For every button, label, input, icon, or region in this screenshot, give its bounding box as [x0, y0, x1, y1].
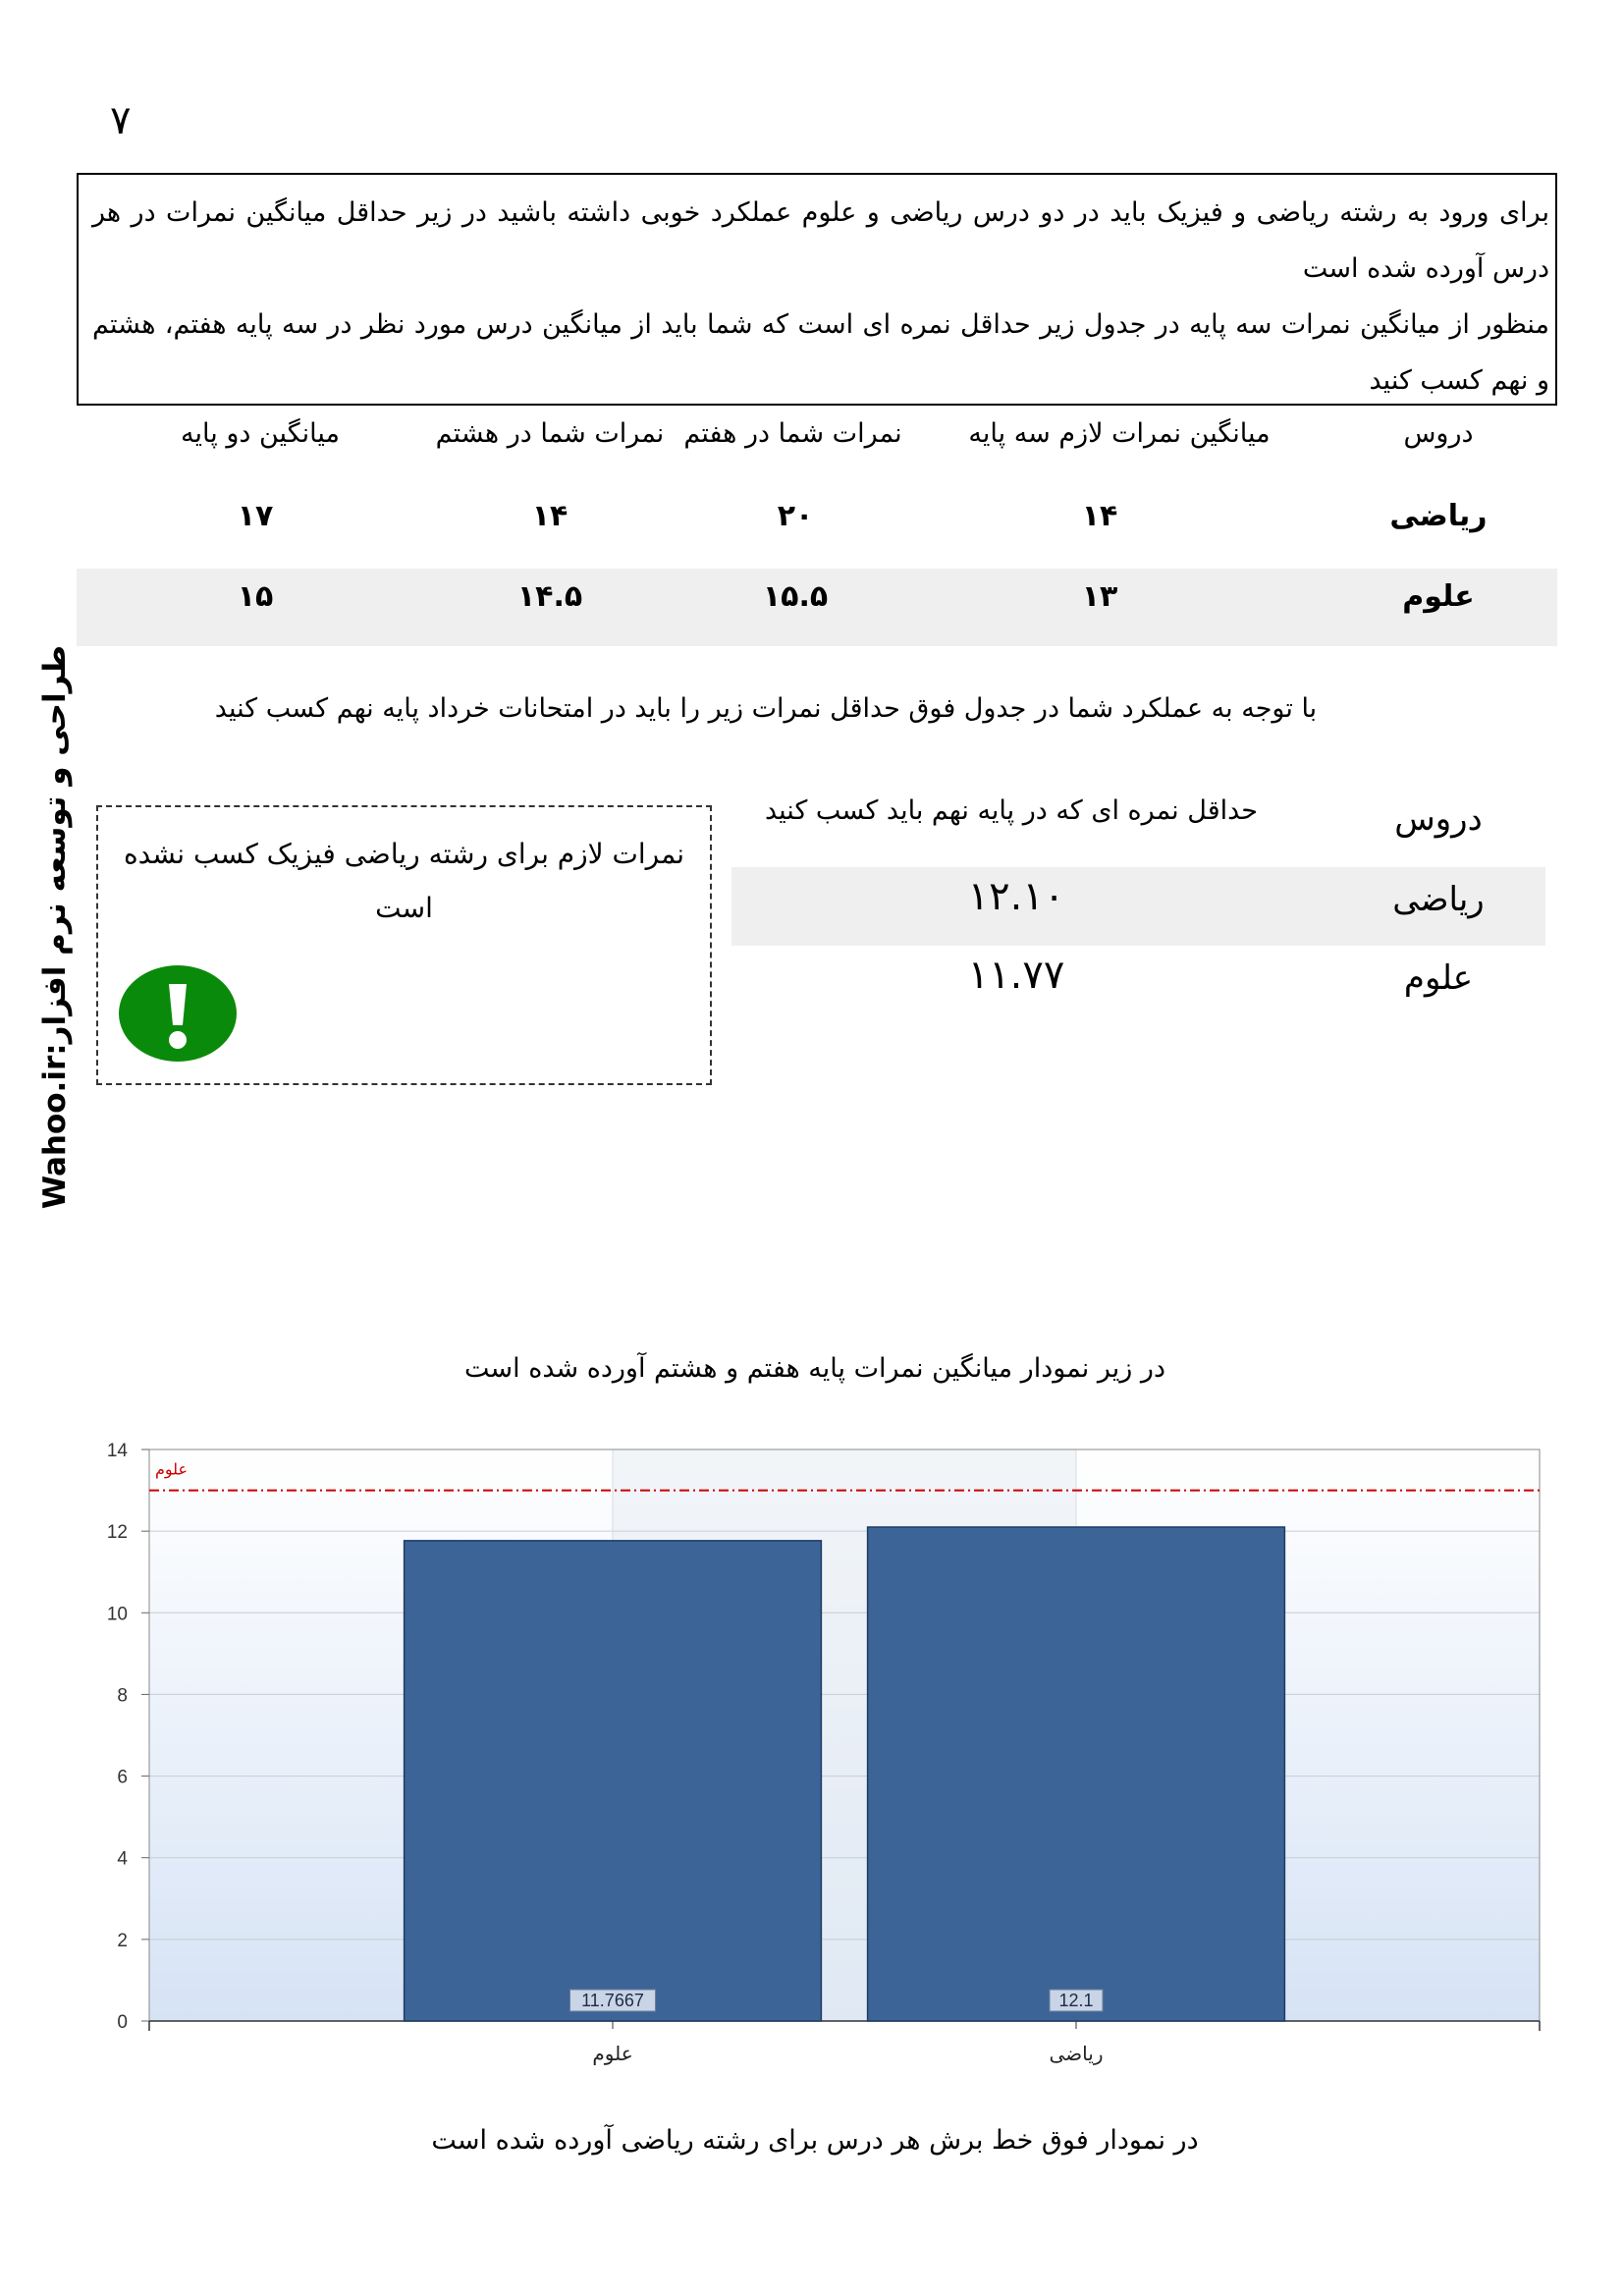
table1-cell-grade-7: ۱۵.۵ — [762, 579, 829, 614]
table2-cell-subject: علوم — [1403, 958, 1474, 998]
side-watermark-text: طراحی و توسعه نرم افزار:Wahoo.ir — [37, 644, 73, 1210]
table1-cell-grade-7: ۲۰ — [777, 499, 814, 533]
bar — [868, 1527, 1285, 2021]
y-tick-label: 10 — [106, 1604, 128, 1625]
bar — [405, 1541, 822, 2021]
intro-box — [77, 173, 1557, 406]
bottom-caption: در نمودار فوق خط برش هر درس برای رشته ریاضی آورده شده است — [431, 2125, 1199, 2156]
table1-header-grades-7: نمرات شما در هفتم — [683, 418, 902, 449]
table1-cell-two-year-avg: ۱۷ — [237, 499, 274, 533]
warning-text: نمرات لازم برای رشته ریاضی فیزیک کسب نشده است — [123, 838, 685, 924]
table1-header-grades-8: نمرات شما در هشتم — [435, 418, 665, 449]
y-tick-label: 0 — [117, 2012, 128, 2033]
table1-cell-grade-8: ۱۴ — [531, 499, 568, 533]
y-tick-label: 4 — [117, 1848, 128, 1870]
x-tick-label: علوم — [592, 2042, 633, 2065]
x-tick-label: ریاضی — [1049, 2042, 1104, 2065]
table1-cell-grade-8: ۱۴.۵ — [516, 579, 583, 614]
instruction-sentence: با توجه به عملکرد شما در جدول فوق حداقل نمرات زیر را باید در امتحانات خرداد پایه نهم کسب کنید — [214, 693, 1318, 724]
y-tick-label: 14 — [106, 1441, 128, 1461]
data-label: 12.1 — [1058, 1991, 1094, 2010]
page-number: ۷ — [110, 98, 132, 143]
table2-cell-min-grade: ۱۲.۱۰ — [967, 874, 1065, 919]
table1-cell-required-avg: ۱۴ — [1081, 499, 1118, 533]
table1-cell-subject: ریاضی — [1389, 499, 1488, 533]
exclamation-circle-icon — [118, 964, 238, 1063]
y-tick-label: 6 — [117, 1767, 128, 1788]
intro-paragraph-2: منظور از میانگین نمرات سه پایه در جدول زیر حداقل نمره ای است که شما باید از میانگین درس مورد نظر در سه پایه هفتم، هشتم و نهم کسب کنید — [92, 309, 1549, 396]
y-tick-label: 12 — [106, 1522, 128, 1544]
table1-header-required-avg: میانگین نمرات لازم سه پایه — [968, 418, 1271, 449]
chart-caption: در زیر نمودار میانگین نمرات پایه هفتم و هشتم آورده شده است — [463, 1353, 1165, 1384]
table2-header-subject: دروس — [1394, 799, 1483, 839]
table2-cell-min-grade: ۱۱.۷۷ — [967, 953, 1065, 998]
table2-cell-subject: ریاضی — [1392, 880, 1485, 919]
table1-cell-required-avg: ۱۳ — [1081, 579, 1118, 614]
reference-line-label: علوم — [155, 1459, 189, 1479]
y-tick-label: 2 — [117, 1930, 128, 1951]
table1-header-two-year-avg: میانگین دو پایه — [181, 418, 340, 449]
intro-paragraph-1: برای ورود به رشته ریاضی و فیزیک باید در دو درس ریاضی و علوم عملکرد خوبی داشته باشید در زیر حداقل میانگین نمرات در هر درس آورده شده است — [92, 197, 1549, 284]
warning-box — [96, 805, 712, 1085]
table1-header-subject: دروس — [1403, 418, 1474, 449]
bar-chart — [0, 1414, 1624, 2082]
table2-header-min-grade: حداقل نمره ای که در پایه نهم باید کسب کنید — [764, 795, 1259, 826]
data-label: 11.7667 — [581, 1991, 644, 2010]
y-tick-label: 8 — [117, 1685, 128, 1707]
table1-cell-two-year-avg: ۱۵ — [237, 579, 274, 614]
table1-cell-subject: علوم — [1402, 579, 1475, 614]
